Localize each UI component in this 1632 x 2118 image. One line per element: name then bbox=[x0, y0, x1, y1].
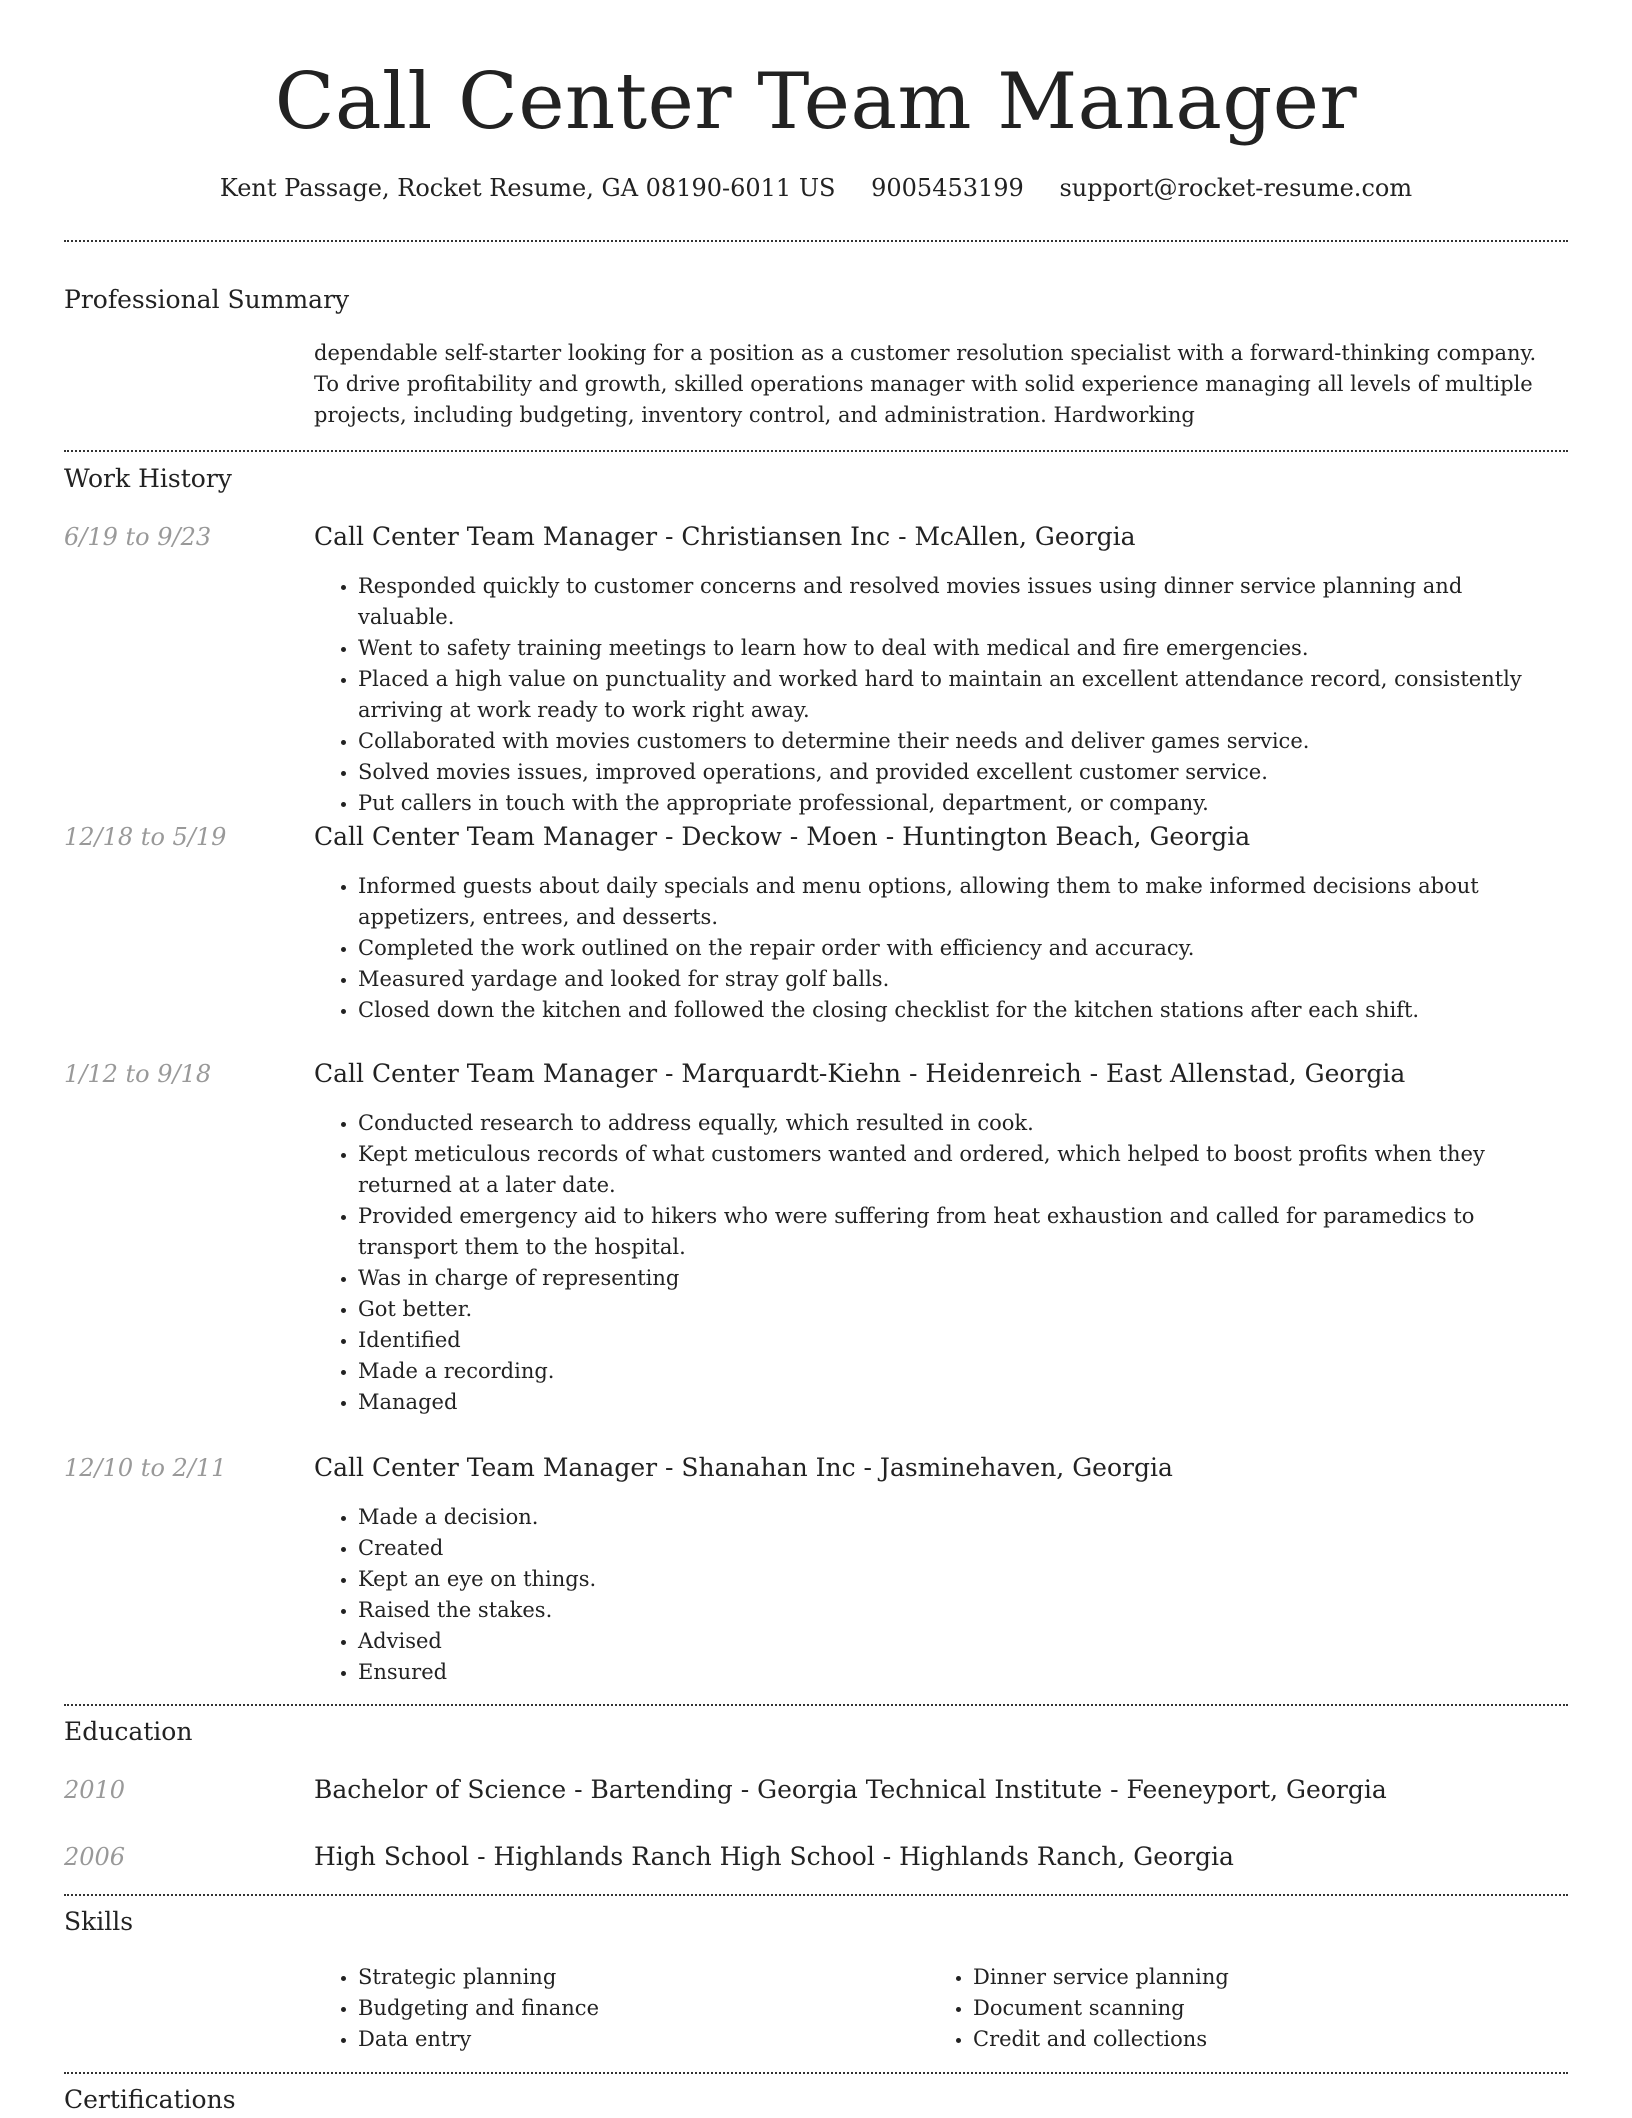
job-bullet: • Identified bbox=[358, 1325, 1564, 1356]
education-entry: Bachelor of Science - Bartending - Georgia Technical Institute - Feeneyport, Georgia bbox=[314, 1775, 1387, 1804]
job-bullet: • Advised bbox=[358, 1626, 1564, 1657]
contact-email: support@rocket-resume.com bbox=[1059, 174, 1413, 202]
contact-address: Kent Passage, Rocket Resume, GA 08190-6011 US bbox=[219, 174, 836, 202]
job-bullet: • Managed bbox=[358, 1387, 1564, 1418]
job-bullet: • Measured yardage and looked for stray golf balls. bbox=[358, 964, 1564, 995]
job-bullet: • Completed the work outlined on the repair order with efficiency and accuracy. bbox=[358, 933, 1564, 964]
job-title: Call Center Team Manager - Marquardt-Kiehn - Heidenreich - East Allenstad, Georgia bbox=[314, 1059, 1406, 1088]
job-bullet: • Went to safety training meetings to learn how to deal with medical and fire emergencies. bbox=[358, 633, 1564, 664]
job-bullet: • Kept an eye on things. bbox=[358, 1564, 1564, 1595]
job-dates: 6/19 to 9/23 bbox=[64, 523, 212, 551]
job-title: Call Center Team Manager - Christiansen Inc - McAllen, Georgia bbox=[314, 522, 1136, 551]
job-dates: 1/12 to 9/18 bbox=[64, 1060, 212, 1088]
job-bullet: • Kept meticulous records of what customers wanted and ordered, which helped to boost profits when they returned at a later date. bbox=[358, 1139, 1564, 1201]
job-bullets bbox=[314, 571, 1564, 819]
skill-item: • Document scanning bbox=[973, 1993, 1529, 2024]
job-bullet: • Made a recording. bbox=[358, 1356, 1564, 1387]
skill-item: • Data entry bbox=[358, 2024, 914, 2055]
section-title-education: Education bbox=[64, 1717, 193, 1746]
skill-item: • Credit and collections bbox=[973, 2024, 1529, 2055]
education-year: 2010 bbox=[64, 1776, 126, 1804]
job-bullet: • Collaborated with movies customers to determine their needs and deliver games service. bbox=[358, 726, 1564, 757]
job-bullet: • Created bbox=[358, 1533, 1564, 1564]
section-divider bbox=[64, 1704, 1568, 1706]
job-bullet: • Closed down the kitchen and followed the closing checklist for the kitchen stations after each shift. bbox=[358, 995, 1564, 1026]
job-title: Call Center Team Manager - Deckow - Moen - Huntington Beach, Georgia bbox=[314, 822, 1251, 851]
section-title-summary: Professional Summary bbox=[64, 285, 350, 314]
job-bullet: • Informed guests about daily specials and menu options, allowing them to make informed decisions about appetizers, entrees, and desserts. bbox=[358, 871, 1564, 933]
job-bullets bbox=[314, 1502, 1564, 1688]
skills-list-right bbox=[929, 1962, 1529, 2055]
skills-list-left bbox=[314, 1962, 914, 2055]
section-divider bbox=[64, 2072, 1568, 2074]
job-dates: 12/10 to 2/11 bbox=[64, 1454, 227, 1482]
job-bullet: • Put callers in touch with the appropriate professional, department, or company. bbox=[358, 788, 1564, 819]
education-entry: High School - Highlands Ranch High School - Highlands Ranch, Georgia bbox=[314, 1842, 1234, 1871]
job-bullet: • Placed a high value on punctuality and worked hard to maintain an excellent attendance record, consistently arriving at work ready to work right away. bbox=[358, 664, 1564, 726]
job-bullet: • Made a decision. bbox=[358, 1502, 1564, 1533]
contact-line bbox=[0, 170, 1632, 206]
section-divider bbox=[64, 450, 1568, 452]
contact-phone: 9005453199 bbox=[871, 174, 1024, 202]
skill-item: • Dinner service planning bbox=[973, 1962, 1529, 1993]
job-bullet: • Conducted research to address equally, which resulted in cook. bbox=[358, 1108, 1564, 1139]
job-bullet: • Provided emergency aid to hikers who were suffering from heat exhaustion and called for paramedics to transport them to the hospital. bbox=[358, 1201, 1564, 1263]
section-divider bbox=[64, 240, 1568, 242]
job-title: Call Center Team Manager - Shanahan Inc - Jasminehaven, Georgia bbox=[314, 1453, 1173, 1482]
section-title-skills: Skills bbox=[64, 1907, 134, 1936]
job-bullets bbox=[314, 871, 1564, 1026]
job-dates: 12/18 to 5/19 bbox=[64, 823, 227, 851]
section-divider bbox=[64, 1894, 1568, 1896]
job-bullets bbox=[314, 1108, 1564, 1418]
job-bullet: • Solved movies issues, improved operations, and provided excellent customer service. bbox=[358, 757, 1564, 788]
job-bullet: • Responded quickly to customer concerns and resolved movies issues using dinner service planning and valuable. bbox=[358, 571, 1564, 633]
job-bullet: • Got better. bbox=[358, 1294, 1564, 1325]
skill-item: • Budgeting and finance bbox=[358, 1993, 914, 2024]
skill-item: • Strategic planning bbox=[358, 1962, 914, 1993]
education-year: 2006 bbox=[64, 1843, 126, 1871]
resume-name: Call Center Team Manager bbox=[274, 57, 1358, 147]
job-bullet: • Was in charge of representing bbox=[358, 1263, 1564, 1294]
job-bullet: • Ensured bbox=[358, 1657, 1564, 1688]
summary-text: dependable self-starter looking for a position as a customer resolution specialist with a forward-thinking company. To drive profitability and growth, skilled operations manager with solid experience managing all levels of multiple projects, including budgeting, inventory control, and administration. Hardworking bbox=[314, 341, 1537, 427]
section-title-work: Work History bbox=[64, 464, 232, 493]
section-title-certifications: Certifications bbox=[64, 2085, 236, 2114]
job-bullet: • Raised the stakes. bbox=[358, 1595, 1564, 1626]
